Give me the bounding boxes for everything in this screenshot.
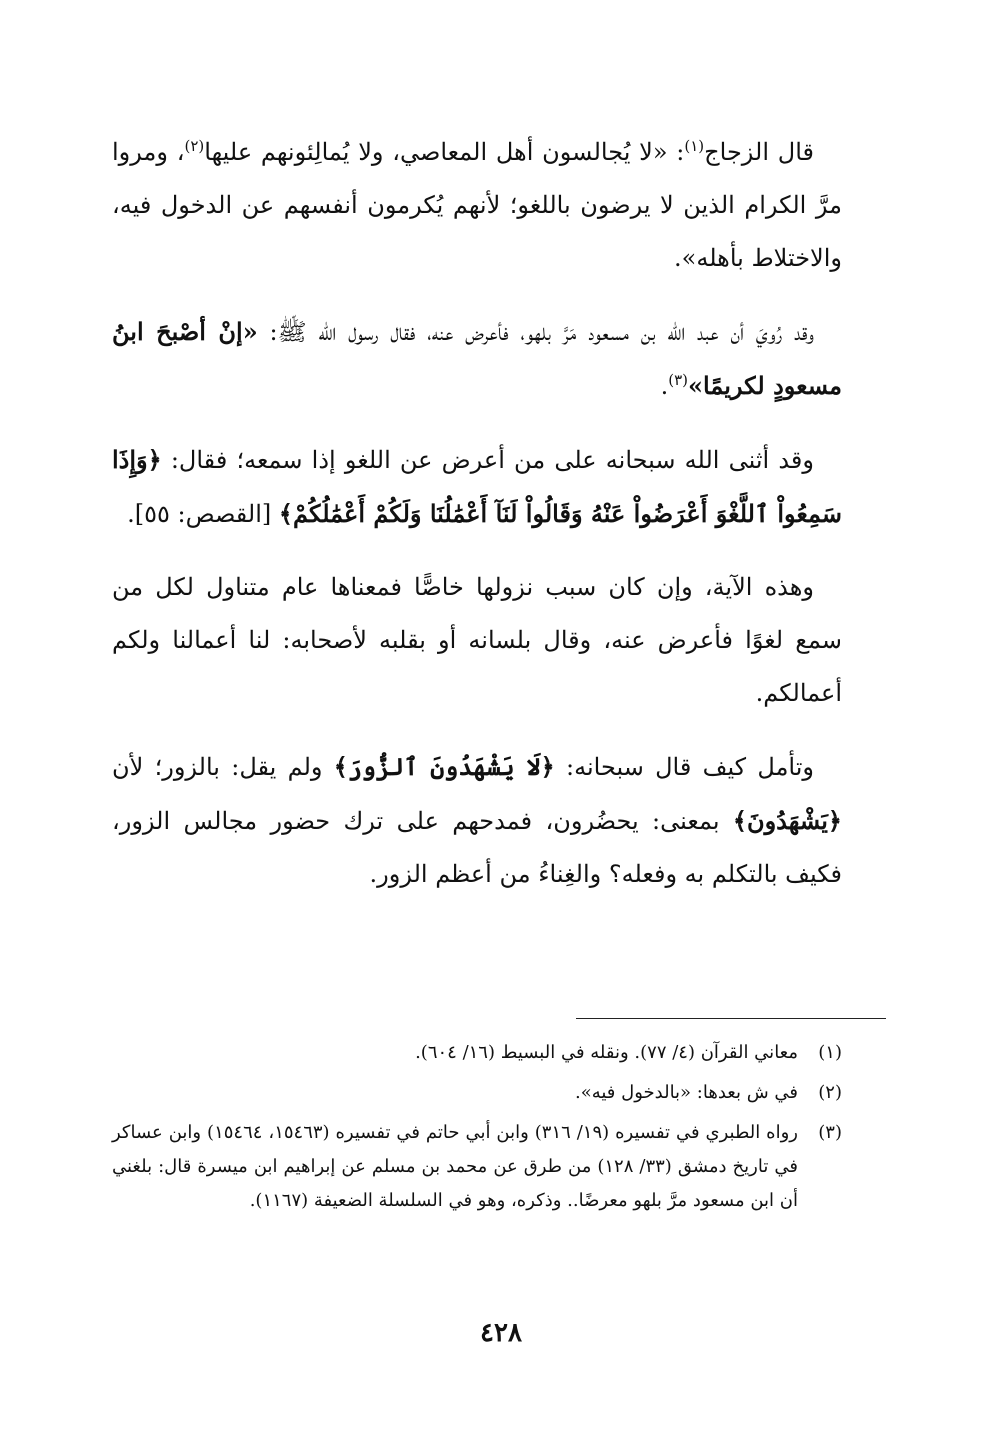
footnote-number: (٣) xyxy=(818,1122,842,1143)
footnote-3 xyxy=(112,1116,842,1218)
hadith-quote: «إنْ أصْبحَ ابنُ مسعودٍ لكريمًا» xyxy=(112,317,842,400)
quran-verse: ﴿يَشْهَدُونَ﴾ xyxy=(732,806,842,835)
footnote-ref-3[interactable]: (٣) xyxy=(668,371,689,389)
text-run: قال الزجاج xyxy=(704,138,814,166)
text-run: ولم يقل: بالزور؛ لأن xyxy=(112,753,334,781)
footnote-ref-1[interactable]: (١) xyxy=(684,137,705,155)
paragraph-ibn-masud xyxy=(112,305,842,413)
footnote-number: (٢) xyxy=(818,1082,842,1103)
footnote-number: (١) xyxy=(818,1042,842,1063)
footnote-text: معاني القرآن (٤/ ٧٧). ونقله في البسيط (١٦/ ٦٠٤). xyxy=(415,1042,798,1063)
paragraph-zajjaj xyxy=(112,126,842,285)
footnote-ref-2[interactable]: (٢) xyxy=(184,137,205,155)
paragraph-verse-meaning: وهذه الآية، وإن كان سبب نزولها خاصًّا فمعناها عام متناول لكل من سمع لغوًا فأعرض عنه، وقال بلسانه أو بقلبه لأصحابه: لنا أعمالنا ولكم أعمالكم. xyxy=(112,573,842,707)
text-run: ، ومروا مرَّ الكرام الذين لا يرضون باللغو؛ لأنهم يُكرمون أنفسهم عن الدخول فيه، والاختلاط بأهله». xyxy=(112,138,842,272)
footnotes xyxy=(112,1036,842,1224)
main-text xyxy=(112,126,842,921)
page-number: ٤٢٨ xyxy=(480,1318,522,1348)
quran-verse: ﴿وَإِذَا سَمِعُواْ ٱللَّغْوَ أَعْرَضُواْ عَنْهُ وَقَالُواْ لَنَآ أَعْمَٰلُنَا وَلَكُمْ أَعْمَٰلُكُمْ﴾ xyxy=(112,445,842,528)
paragraph-zur xyxy=(112,740,842,901)
quran-verse: ﴿لَا يَشْهَدُونَ ٱلزُّورَ﴾ xyxy=(333,752,555,781)
verse-reference: [القصص: ٥٥]. xyxy=(127,500,279,528)
paragraph-praise xyxy=(112,433,842,541)
text-run: : «لا يُجالسون أهل المعاصي، ولا يُمالِئونهم عليها xyxy=(204,138,685,166)
text-run: بمعنى: يحضُرون، فمدحهم على ترك حضور مجالس الزور، فكيف بالتكلم به وفعله؟ والغِناءُ من أعظم الزور. xyxy=(112,807,842,888)
footnote-separator xyxy=(576,1018,886,1019)
footnote-text: رواه الطبري في تفسيره (١٩/ ٣١٦) وابن أبي حاتم في تفسيره (١٥٤٦٣، ١٥٤٦٤) وابن عساكر في تاريخ دمشق (٣٣/ ١٢٨) من طرق عن محمد بن مسلم عن إبراهيم ابن ميسرة قال: بلغني أن ابن مسعود مرَّ بلهو معرضًا.. وذكره، وهو في السلسلة الضعيفة (١١٦٧). xyxy=(112,1122,798,1211)
text-run: . xyxy=(660,372,669,400)
footnote-text: في ش بعدها: «بالدخول فيه». xyxy=(574,1082,798,1103)
footnote-2 xyxy=(112,1076,842,1110)
text-run: وقد أثنى الله سبحانه على من أعرض عن اللغو إذا سمعه؛ فقال: xyxy=(161,446,814,474)
footnote-1 xyxy=(112,1036,842,1070)
text-run: وقد رُويَ أن عبد الله بن مسعود مَرَّ بلهو، فأعرض عنه، فقال رسول الله ﷺ: xyxy=(257,318,815,346)
text-run: وتأمل كيف قال سبحانه: xyxy=(554,753,815,781)
